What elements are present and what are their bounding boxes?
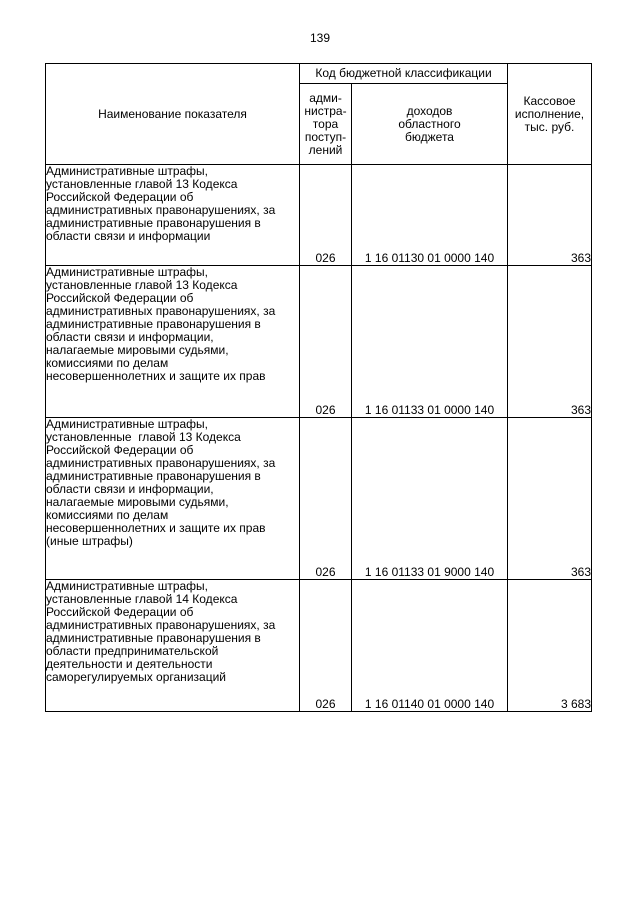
budget-table bbox=[45, 63, 592, 712]
header-regional-income-label: доходов областного бюджета bbox=[398, 103, 461, 144]
header-indicator-name-label: Наименование показателя bbox=[98, 106, 247, 121]
header-cash-execution bbox=[508, 64, 592, 165]
indicator-name: Административные штрафы, установленные главой 13 Кодекса Российской Федерации об административных правонарушениях, за административные правонарушения в области связи и информации, налагаемые мировыми судьями, комиссиями по делам несовершеннолетних и защите их прав (иные штрафы) bbox=[46, 418, 300, 580]
administrator-code: 026 bbox=[300, 580, 352, 712]
table-row bbox=[46, 165, 592, 266]
administrator-code: 026 bbox=[300, 418, 352, 580]
header-indicator-name bbox=[46, 64, 300, 165]
header-administrator-label: адми- нистра- тора поступ- лений bbox=[304, 90, 347, 157]
table-row bbox=[46, 266, 592, 418]
cash-execution-amount: 363 bbox=[508, 165, 592, 266]
income-code: 1 16 01140 01 0000 140 bbox=[352, 580, 508, 712]
header-administrator bbox=[300, 84, 352, 165]
cash-execution-amount: 363 bbox=[508, 266, 592, 418]
header-classification-code bbox=[300, 64, 508, 84]
income-code: 1 16 01133 01 9000 140 bbox=[352, 418, 508, 580]
indicator-name: Административные штрафы, установленные главой 13 Кодекса Российской Федерации об административных правонарушениях, за административные правонарушения в области связи и информации, налагаемые мировыми судьями, комиссиями по делам несовершеннолетних и защите их прав bbox=[46, 266, 300, 418]
indicator-name: Административные штрафы, установленные главой 13 Кодекса Российской Федерации об административных правонарушениях, за административные правонарушения в области связи и информации bbox=[46, 165, 300, 266]
administrator-code: 026 bbox=[300, 165, 352, 266]
cash-execution-amount: 363 bbox=[508, 418, 592, 580]
income-code: 1 16 01130 01 0000 140 bbox=[352, 165, 508, 266]
header-classification-code-label: Код бюджетной классификации bbox=[315, 66, 492, 80]
page-number: 139 bbox=[309, 31, 331, 45]
indicator-name: Административные штрафы, установленные главой 14 Кодекса Российской Федерации об административных правонарушениях, за административные правонарушения в области предпринимательской деятельности и деятельности саморегулируемых организаций bbox=[46, 580, 300, 712]
administrator-code: 026 bbox=[300, 266, 352, 418]
income-code: 1 16 01133 01 0000 140 bbox=[352, 266, 508, 418]
cash-execution-amount: 3 683 bbox=[508, 580, 592, 712]
table-row bbox=[46, 580, 592, 712]
header-cash-execution-label: Кассовое исполнение, тыс. руб. bbox=[514, 93, 585, 134]
header-regional-income bbox=[352, 84, 508, 165]
table-row bbox=[46, 418, 592, 580]
